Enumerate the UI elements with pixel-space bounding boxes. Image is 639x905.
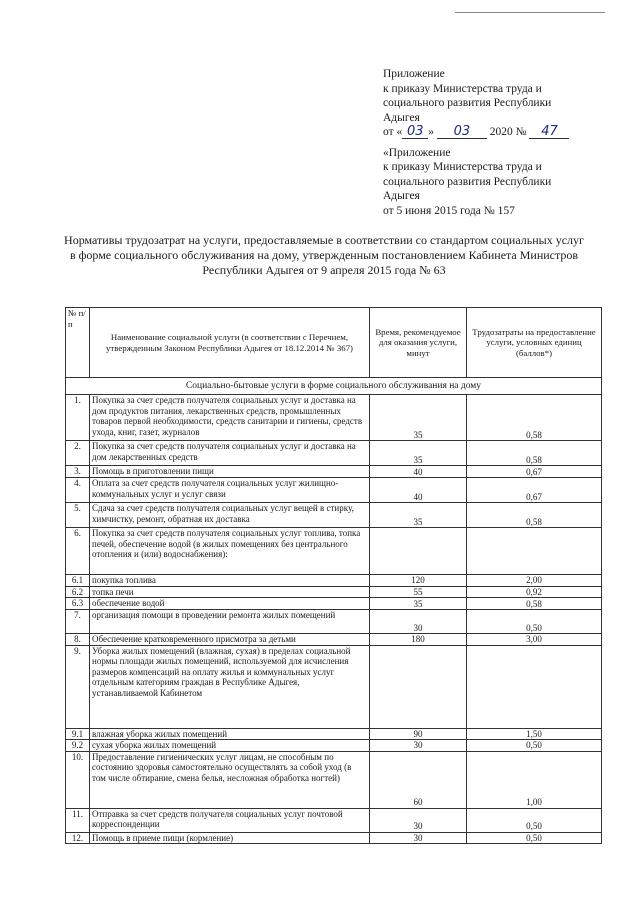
row-labor-cost: 1,50 [467, 728, 602, 740]
row-service-name: Покупка за счет средств получателя социальных услуг и доставка на дом продуктов питания, лекарственных средств, промышленных товаров первой необходимости, средств санитарии и гигиены, средств ухода, книг, газет, журналов [90, 395, 370, 441]
date-year: 2020 [489, 126, 513, 138]
section-row [66, 378, 602, 395]
quoted-appendix-line-2: к приказу Министерства труда и [383, 161, 542, 173]
quoted-appendix-line-1: «Приложение [383, 146, 451, 159]
row-labor-cost: 0,58 [467, 441, 602, 466]
date-mid: » [428, 126, 434, 138]
row-labor-cost: 0,50 [467, 808, 602, 832]
row-labor-cost: 2,00 [467, 575, 602, 587]
row-labor-cost: 0,58 [467, 503, 602, 528]
appendix-date-line [383, 125, 613, 140]
row-service-name: Обеспечение кратковременного присмотра за детьми [90, 634, 370, 646]
row-labor-cost: 0,58 [467, 395, 602, 441]
row-number: 6.2 [66, 586, 90, 598]
document-title: Нормативы трудозатрат на услуги, предоставляемые в соответствии со стандартом социальных услуг в форме социального обслуживания на дому, утвержденным постановлением Кабинета Министров Республики Адыгея от 9 апреля 2015 года № 63 [64, 233, 584, 277]
table-row [66, 395, 602, 441]
row-number: 6. [66, 528, 90, 575]
row-number: 1. [66, 395, 90, 441]
date-day: 03 [402, 125, 428, 139]
row-labor-cost: 0,50 [467, 832, 602, 844]
row-time: 120 [370, 575, 467, 587]
row-labor-cost: 0,67 [467, 478, 602, 503]
appendix-line-4: Адыгея [383, 111, 420, 124]
row-number: 8. [66, 634, 90, 646]
row-service-name: Помощь в приеме пищи (кормление) [90, 832, 370, 844]
row-service-name: Уборка жилых помещений (влажная, сухая) в пределах социальной нормы площади жилых помещений, используемой для исчисления размеров компенсаций на оплату жилья и коммунальных услуг отдельным категориям граждан в Республике Адыгея, устанавливаемой Кабинетом [90, 645, 370, 728]
row-time: 180 [370, 634, 467, 646]
table-row [66, 728, 602, 740]
date-month: 03 [437, 125, 487, 139]
appendix-block [383, 67, 613, 218]
table-row [66, 740, 602, 752]
table-row [66, 751, 602, 808]
row-labor-cost: 0,58 [467, 598, 602, 610]
row-number: 12. [66, 832, 90, 844]
row-labor-cost: 1,00 [467, 751, 602, 808]
row-service-name: влажная уборка жилых помещений [90, 728, 370, 740]
row-time: 60 [370, 751, 467, 808]
row-time: 30 [370, 610, 467, 634]
appendix-line-1: Приложение [383, 68, 445, 80]
table-row [66, 575, 602, 587]
row-service-name: Сдача за счет средств получателя социальных услуг вещей в стирку, химчистку, ремонт, обратная их доставка [90, 503, 370, 528]
row-time: 35 [370, 598, 467, 610]
table-row [66, 528, 602, 575]
row-service-name: Отправка за счет средств получателя социальных услуг почтовой корреспонденции [90, 808, 370, 832]
table-row [66, 808, 602, 832]
table-row [66, 586, 602, 598]
row-time: 40 [370, 478, 467, 503]
row-labor-cost: 0,92 [467, 586, 602, 598]
header-labor-cost: Трудозатраты на предоставление услуги, условных единиц (баллов*) [467, 308, 602, 378]
row-number: 9. [66, 645, 90, 728]
row-service-name: обеспечение водой [90, 598, 370, 610]
row-service-name: Помощь в приготовлении пищи [90, 466, 370, 478]
row-time: 90 [370, 728, 467, 740]
number-sign: № [515, 126, 527, 138]
row-number: 2. [66, 441, 90, 466]
row-labor-cost: 0,50 [467, 610, 602, 634]
row-number: 3. [66, 466, 90, 478]
header-service-name: Наименование социальной услуги (в соответствии с Перечнем, утвержденным Законом Республики Адыгея от 18.12.2014 № 367) [90, 308, 370, 378]
table-row [66, 645, 602, 728]
section-title: Социально-бытовые услуги в форме социального обслуживания на дому [66, 378, 602, 395]
table-row [66, 478, 602, 503]
quoted-appendix-line-4: Адыгея [383, 190, 420, 202]
row-service-name: Оплата за счет средств получателя социальных услуг жилищно-коммунальных услуг и услуг связи [90, 478, 370, 503]
norms-table [65, 307, 602, 844]
quoted-appendix-line-3: социального развития Республики [383, 175, 552, 188]
table-row [66, 634, 602, 646]
row-service-name: сухая уборка жилых помещений [90, 740, 370, 752]
row-labor-cost: 0,50 [467, 740, 602, 752]
row-service-name: покупка топлива [90, 575, 370, 587]
table-row [66, 503, 602, 528]
appendix-line-2: к приказу Министерства труда и [383, 82, 542, 95]
row-labor-cost [467, 528, 602, 575]
row-time [370, 645, 467, 728]
date-prefix: от « [383, 126, 403, 138]
row-number: 7. [66, 610, 90, 634]
row-number: 6.3 [66, 598, 90, 610]
row-number: 11. [66, 808, 90, 832]
quoted-appendix-line-5: от 5 июня 2015 года № 157 [383, 204, 515, 217]
row-number: 10. [66, 751, 90, 808]
row-time: 30 [370, 808, 467, 832]
row-number: 9.1 [66, 728, 90, 740]
table-row [66, 832, 602, 844]
row-time: 35 [370, 395, 467, 441]
row-time: 40 [370, 466, 467, 478]
row-service-name: Покупка за счет средств получателя социальных услуг и доставка на дом лекарственных средств [90, 441, 370, 466]
row-service-name: организация помощи в проведении ремонта жилых помещений [90, 610, 370, 634]
table-row [66, 598, 602, 610]
row-time: 35 [370, 441, 467, 466]
row-service-name: топка печи [90, 586, 370, 598]
header-number: № п/п [66, 308, 90, 378]
row-time: 55 [370, 586, 467, 598]
row-labor-cost [467, 645, 602, 728]
row-labor-cost: 3,00 [467, 634, 602, 646]
table-header-row [66, 308, 602, 378]
appendix-line-3: социального развития Республики [383, 97, 552, 109]
row-time: 30 [370, 740, 467, 752]
table-row [66, 610, 602, 634]
table-row [66, 441, 602, 466]
row-service-name: Покупка за счет средств получателя социальных услуг топлива, топка печей, обеспечение водой (в жилых помещениях без центрального отопления и (или) водоснабжения): [90, 528, 370, 575]
row-time: 30 [370, 832, 467, 844]
header-time: Время, рекомендуемое для оказания услуги, минут [370, 308, 467, 378]
row-number: 6.1 [66, 575, 90, 587]
row-number: 4. [66, 478, 90, 503]
row-time [370, 528, 467, 575]
row-number: 5. [66, 503, 90, 528]
row-labor-cost: 0,67 [467, 466, 602, 478]
order-number: 47 [529, 125, 569, 139]
top-rule [455, 12, 605, 13]
row-number: 9.2 [66, 740, 90, 752]
table-row [66, 466, 602, 478]
row-time: 35 [370, 503, 467, 528]
row-service-name: Предоставление гигиенических услуг лицам, не способным по состоянию здоровья самостоятельно осуществлять за собой уход (в том числе обтирание, смена белья, несложная обработка ногтей) [90, 751, 370, 808]
